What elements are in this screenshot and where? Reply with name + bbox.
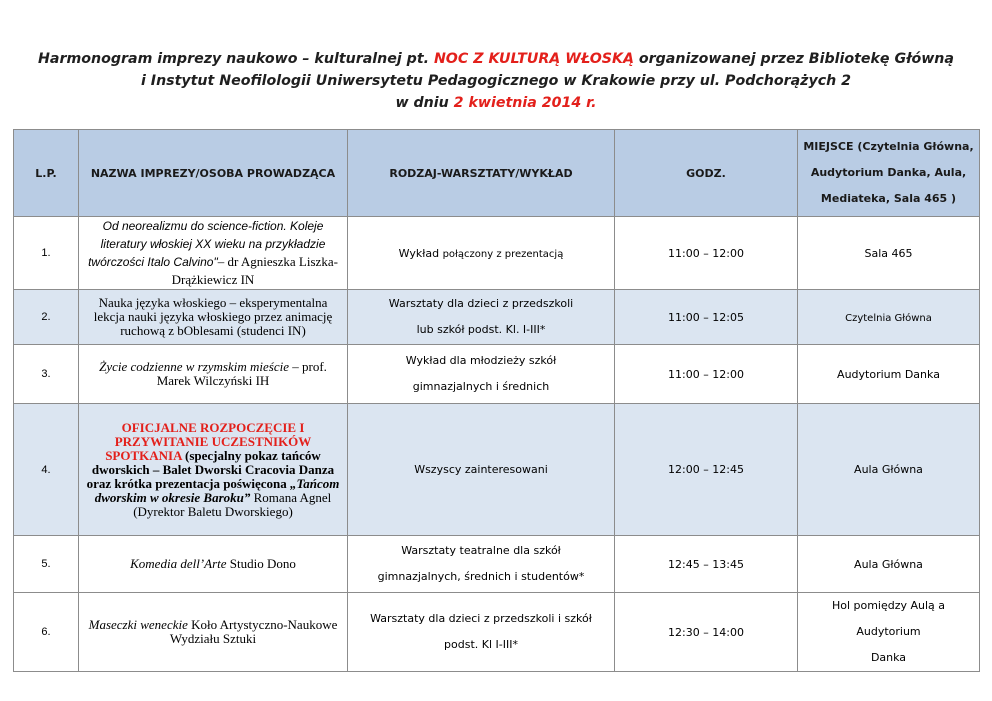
event-host: Studio Dono xyxy=(226,556,296,571)
table-row xyxy=(14,345,980,404)
row-type xyxy=(348,536,615,593)
header-type: RODZAJ-WARSZTATY/WYKŁAD xyxy=(348,130,615,217)
header-place-line: Mediateka, Sala 465 ) xyxy=(820,192,957,205)
row-name xyxy=(79,404,348,536)
title-text: w dniu xyxy=(395,95,454,111)
header-lp: L.P. xyxy=(14,130,79,217)
type-line: lub szkół podst. Kl. I-III* xyxy=(416,323,546,336)
place-line: Hol pomiędzy Aulą a Audytorium xyxy=(831,599,946,638)
row-place: Aula Główna xyxy=(798,536,980,593)
type-line: Warsztaty dla dzieci z przedszkoli i szkół xyxy=(370,612,592,625)
event-title: Od neorealizmu do science-fiction. Koleje literatury włoskiej XX wieku na przykładzie twórczości Italo Calvino" xyxy=(88,219,326,269)
event-name: NOC Z KULTURĄ WŁOSKĄ xyxy=(433,51,634,67)
event-description: (specjalny pokaz tańców dworskich – Balet Dworski Cracovia Danza oraz krótka prezentacja poświęcona xyxy=(86,447,335,491)
title-line-2: i Instytut Neofilologii Uniwersytetu Pedagogicznego w Krakowie przy ul. Podchorążych 2 xyxy=(140,73,852,89)
row-place: Aula Główna xyxy=(798,404,980,536)
event-host: Koło Artystyczno-Naukowe Wydziału Sztuki xyxy=(169,617,338,646)
row-time: 12:00 – 12:45 xyxy=(615,404,798,536)
event-host: Romana Agnel (Dyrektor Baletu Dworskiego) xyxy=(133,489,332,519)
row-type: Wszyscy zainteresowani xyxy=(348,404,615,536)
header-place xyxy=(798,130,980,217)
type-line: gimnazjalnych, średnich i studentów* xyxy=(377,570,585,583)
header-place-line: MIEJSCE (Czytelnia Główna, xyxy=(803,140,974,153)
type-line: podst. Kl I-III* xyxy=(444,638,518,651)
event-host: – prof. Marek Wilczyński IH xyxy=(156,359,327,388)
type-line: Warsztaty teatralne dla szkół xyxy=(401,544,561,557)
header-place-line: Audytorium Danka, Aula, xyxy=(810,166,967,179)
header-name: NAZWA IMPREZY/OSOBA PROWADZĄCA xyxy=(79,130,348,217)
row-lp: 1. xyxy=(14,217,79,290)
title-text: organizowanej przez Bibliotekę Główną xyxy=(633,51,954,67)
row-type xyxy=(348,217,615,290)
title-line-1 xyxy=(0,48,992,70)
type-text: połączony z prezentacją xyxy=(442,248,564,260)
table-row xyxy=(14,536,980,593)
event-title: OFICJALNE ROZPOCZĘCIE I PRZYWITANIE UCZESTNIKÓW SPOTKANIA xyxy=(105,419,312,463)
place-line: Danka xyxy=(870,651,907,664)
row-time: 12:45 – 13:45 xyxy=(615,536,798,593)
event-title: Komedia dell’Arte xyxy=(130,556,227,571)
document-title xyxy=(0,48,992,114)
event-description-title: „Tańcom dworskim w okresie Baroku” xyxy=(94,475,340,505)
event-title: Życie codzienne w rzymskim mieście xyxy=(99,359,289,374)
header-row xyxy=(14,130,980,217)
row-place xyxy=(798,593,980,672)
row-lp: 5. xyxy=(14,536,79,593)
header-time: GODZ. xyxy=(615,130,798,217)
table-row xyxy=(14,290,980,345)
table-row xyxy=(14,593,980,672)
row-time: 11:00 – 12:00 xyxy=(615,217,798,290)
place-text: Czytelnia Główna xyxy=(845,312,932,324)
type-line: gimnazjalnych i średnich xyxy=(412,380,550,393)
row-time: 12:30 – 14:00 xyxy=(615,593,798,672)
row-lp: 2. xyxy=(14,290,79,345)
event-title: Maseczki weneckie xyxy=(88,617,188,632)
schedule-table xyxy=(13,129,980,672)
title-text: Harmonogram imprezy naukowo – kulturalnej pt. xyxy=(38,51,434,67)
type-text: Wykład xyxy=(398,246,443,260)
event-host: – dr Agnieszka Liszka-Drążkiewicz IN xyxy=(171,254,338,287)
row-lp: 4. xyxy=(14,404,79,536)
title-line-3 xyxy=(0,92,992,114)
row-type xyxy=(348,345,615,404)
table-row xyxy=(14,404,980,536)
row-name xyxy=(79,345,348,404)
row-name xyxy=(79,536,348,593)
row-name: Nauka języka włoskiego – eksperymentalna lekcja nauki języka włoskiego przez animację ruchową z bOblesami (studenci IN) xyxy=(79,290,348,345)
row-type xyxy=(348,593,615,672)
row-place: Sala 465 xyxy=(798,217,980,290)
table-row xyxy=(14,217,980,290)
row-place: Audytorium Danka xyxy=(798,345,980,404)
row-name xyxy=(79,217,348,290)
row-lp: 6. xyxy=(14,593,79,672)
type-line: Warsztaty dla dzieci z przedszkoli xyxy=(388,297,574,310)
row-place xyxy=(798,290,980,345)
row-name xyxy=(79,593,348,672)
type-line: Wykład dla młodzieży szkół xyxy=(405,354,557,367)
row-type xyxy=(348,290,615,345)
row-lp: 3. xyxy=(14,345,79,404)
row-time: 11:00 – 12:05 xyxy=(615,290,798,345)
row-time: 11:00 – 12:00 xyxy=(615,345,798,404)
event-date: 2 kwietnia 2014 r. xyxy=(453,95,597,111)
